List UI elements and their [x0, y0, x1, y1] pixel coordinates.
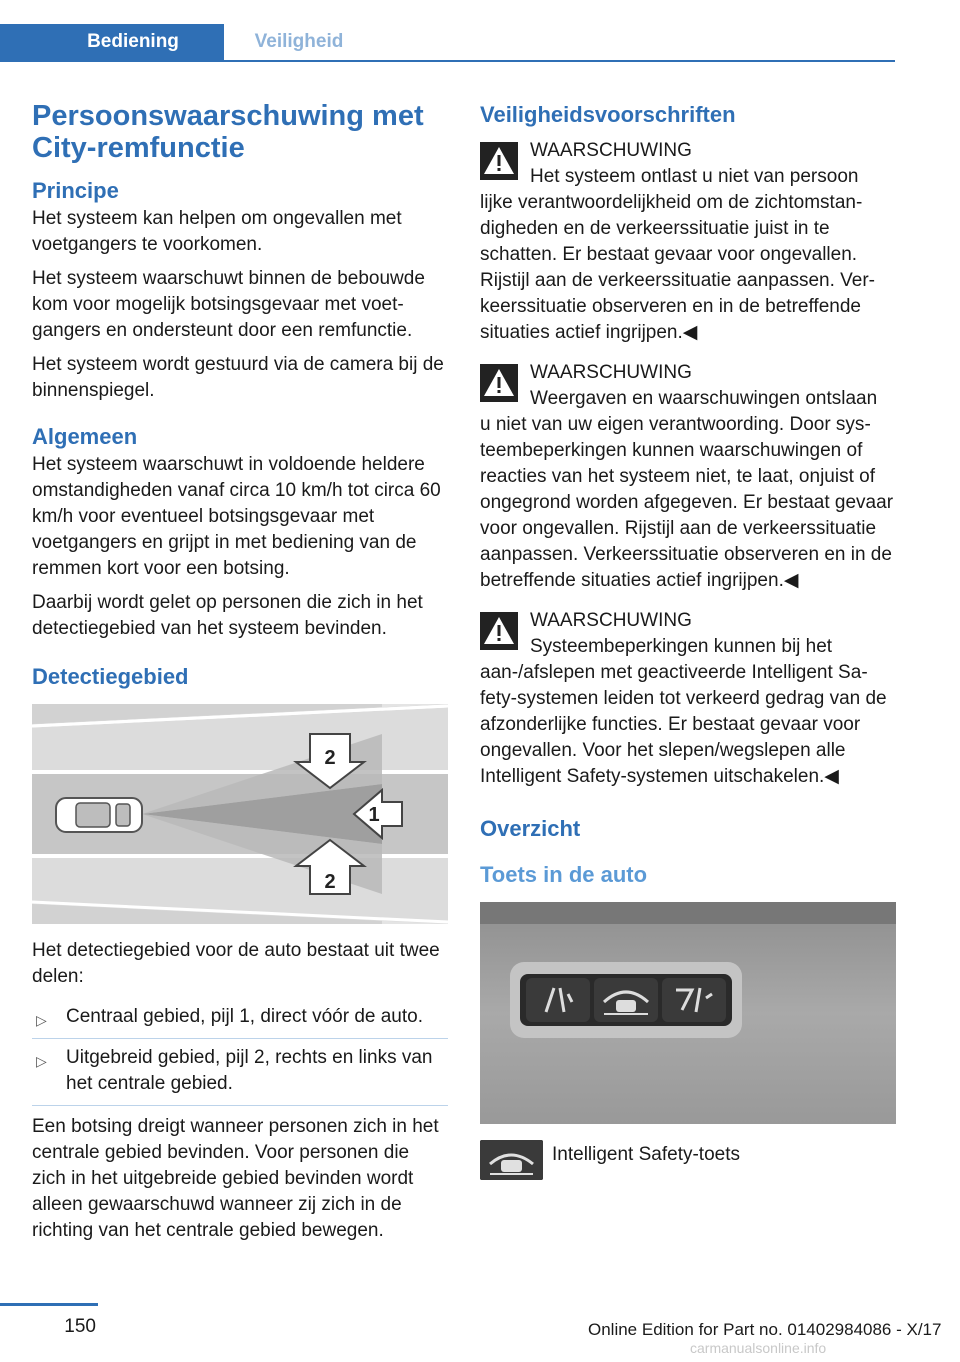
principle-heading: Principe: [32, 178, 119, 203]
button-intelligent-safety-icon: [594, 978, 658, 1022]
general-heading: Algemeen: [32, 424, 138, 449]
watermark: carmanualsonline.info: [690, 1340, 827, 1356]
page-number: 150: [64, 1316, 96, 1337]
arrow-top-label: 2: [324, 747, 336, 769]
page-title: Persoonswaarschuwing met City-remfunctie: [32, 100, 424, 164]
warning-first-line: Het systeem ontlast u niet van persoon: [530, 166, 859, 187]
edition-note: Online Edition for Part no. 01402984086 - X/17: [588, 1320, 942, 1339]
list-item: ▷ Centraal gebied, pijl 1, direct vóór de auto.: [32, 998, 448, 1039]
warning-label: WAARSCHUWING: [530, 610, 692, 631]
warning-text: u niet van uw eigen verantwoording. Door systeembeperkingen kunnen waarschuwingen of reacties van het systeem niet, te laat, onjuist of ongegrond worden afgegeven. Er bestaat gevaar voor ongevallen. Rijstijl aan de verkeerssituatie aanpassen. Verkeerssituatie observeren en in de betreffende situaties actief ingrijpen.◀: [480, 414, 894, 591]
intelligent-safety-key-icon: [480, 1140, 543, 1180]
button-lane-change-icon: [662, 978, 726, 1022]
car-top-view: [56, 798, 142, 832]
button-lane-icon: [526, 978, 590, 1022]
safety-heading: Veiligheidsvoorschriften: [480, 102, 736, 127]
bullet-triangle-icon: ▷: [36, 1012, 47, 1028]
warning-block-1: [480, 138, 896, 346]
detection-area-diagram: [32, 704, 448, 924]
general-paragraph-2: Daarbij wordt gelet op personen die zich in het detectiegebied van het systeem bevinden.: [32, 592, 423, 639]
warning-label: WAARSCHUWING: [530, 362, 692, 383]
warning-triangle-icon: [480, 364, 518, 402]
list-item: ▷ Uitgebreid gebied, pijl 2, rechts en links van het centrale gebied.: [32, 1039, 448, 1106]
right-column: [480, 100, 896, 1184]
principle-paragraph-3: Het systeem wordt gestuurd via de camera bij de binnenspiegel.: [32, 354, 444, 401]
intelligent-safety-key-row: [480, 1140, 896, 1184]
general-paragraph-1: Het systeem waarschuwt in voldoende heldere omstandigheden vanaf circa 10 km/h tot circa 60 km/h voor eventueel botsingsgevaar met voetgangers en grijpt in met bediening van de remmen kort voor een botsing.: [32, 454, 441, 579]
button-panel-photo: [480, 902, 896, 1124]
detection-heading: Detectiegebied: [32, 664, 189, 689]
warning-label: WAARSCHUWING: [530, 140, 692, 161]
button-heading: Toets in de auto: [480, 862, 648, 887]
warning-first-line: Systeembeperkingen kunnen bij het: [530, 636, 833, 657]
arrow-middle-label: 1: [368, 804, 380, 826]
arrow-bottom-label: 2: [324, 871, 336, 893]
warning-triangle-icon: [480, 612, 518, 650]
tab-veiligheid[interactable]: Veiligheid: [254, 31, 344, 52]
warning-triangle-icon: [480, 142, 518, 180]
principle-paragraph-1: Het systeem kan helpen om ongevallen met voetgangers te voorkomen.: [32, 208, 402, 255]
detection-bullet-list: [32, 998, 448, 1106]
button-panel-image: [480, 902, 896, 1124]
footer-rule: [0, 1303, 98, 1306]
left-column: [32, 100, 448, 1252]
section-tab-bar: [0, 24, 895, 62]
bullet-triangle-icon: ▷: [36, 1053, 47, 1069]
detection-area-figure: [32, 704, 448, 924]
warning-block-3: [480, 608, 896, 790]
warning-text: aan-/afslepen met geactiveerde Intelligent Safety-systemen leiden tot verkeerd gedrag van de afzonderlijke functies. Er bestaat gevaar voor ongevallen. Voor het slepen/wegslepen alle Intelligent Safety-systemen uitschakelen.◀: [480, 662, 887, 787]
warning-first-line: Weergaven en waarschuwingen ontslaan: [530, 388, 878, 409]
detection-paragraph-2: Een botsing dreigt wanneer personen zich in het centrale gebied bevinden. Voor personen die zich in het uitgebreide gebied bevinden wordt alleen gewaarschuwd wanneer zij zich in de richting van het centrale gebied bewegen.: [32, 1116, 439, 1241]
key-label: Intelligent Safety-toets: [552, 1144, 740, 1165]
warning-block-2: [480, 360, 896, 594]
tab-bediening[interactable]: Bediening: [0, 24, 224, 60]
detection-paragraph-1: Het detectiegebied voor de auto bestaat uit twee delen:: [32, 940, 440, 987]
overview-heading: Overzicht: [480, 816, 581, 841]
principle-paragraph-2: Het systeem waarschuwt binnen de bebouwde kom voor mogelijk botsingsgevaar met voetgangers en ondersteunt door een remfunctie.: [32, 268, 425, 341]
warning-text: lijke verantwoordelijkheid om de zichtomstandigheden en de verkeerssituatie juist in te schatten. Er bestaat gevaar voor ongevallen. Rijstijl aan de verkeerssituatie aanpassen. Verkeerssituatie observeren en in de betreffende situaties actief ingrijpen.◀: [480, 192, 875, 343]
